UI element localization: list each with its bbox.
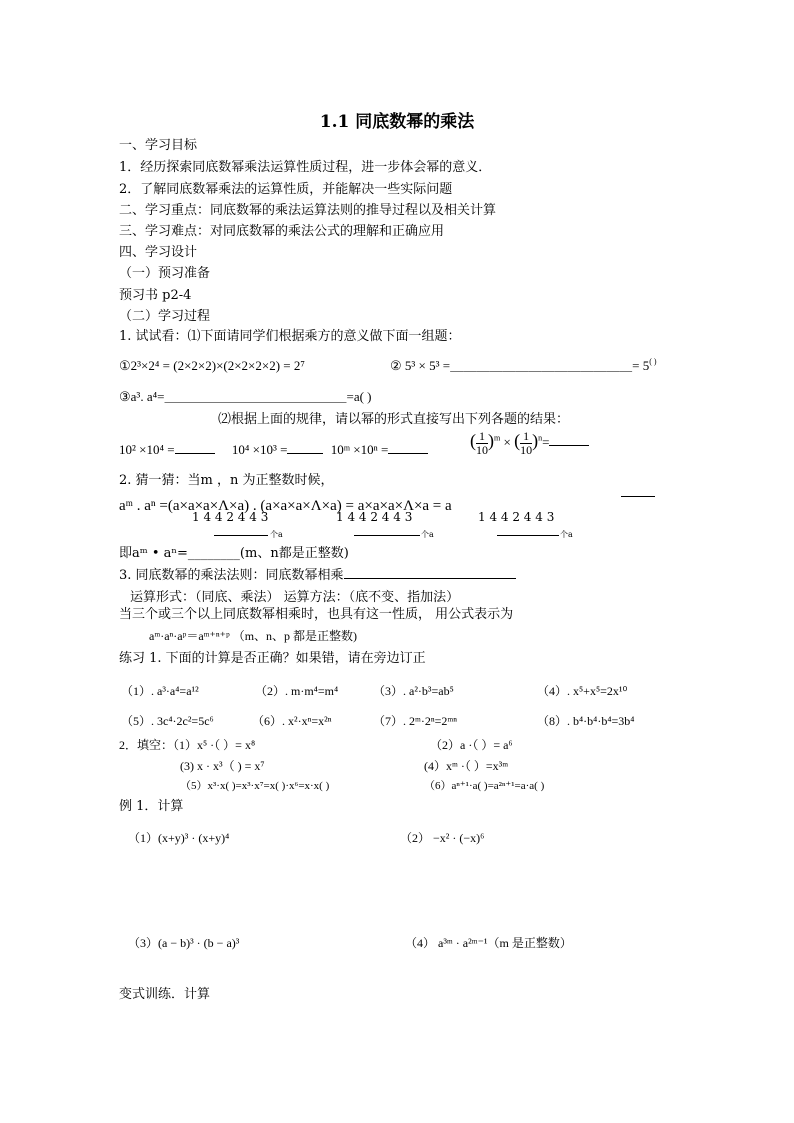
practice-item-1: （1）. a³·a⁴=a¹² <box>121 684 199 698</box>
exercise-c-blank[interactable] <box>388 453 428 454</box>
fraction-blank[interactable] <box>549 445 589 446</box>
brace-1: 1 4 4 2 4 4 3 <box>192 510 269 524</box>
exercise-a-blank[interactable] <box>175 453 215 454</box>
question-3 <box>119 568 516 584</box>
frac-num-1: 1 <box>476 430 488 444</box>
general-formula: aᵐ·aⁿ·aᵖ＝aᵐ⁺ⁿ⁺ᵖ （m、n、p 都是正整数) <box>149 629 358 643</box>
exponent-blank[interactable] <box>621 496 655 497</box>
equation-3-left: ③a³. a⁴= <box>119 389 165 404</box>
count-label-1: 个a <box>270 530 283 539</box>
brace-3: 1 4 4 2 4 4 3 <box>478 510 555 524</box>
fill-in-3: (3) x · x³（ ) = x⁷ <box>180 759 265 773</box>
example-1-item-2: （2） −x² · (−x)⁶ <box>400 831 485 845</box>
exercise-b: 10⁴ ×10³ = <box>231 442 288 457</box>
guess-result: 即aᵐ • aⁿ=________(m、n都是正整数) <box>119 546 349 561</box>
count-label-3: 个a <box>560 530 573 539</box>
fill-in-4: (4）xᵐ ·（ ）=x³ᵐ <box>424 759 509 773</box>
operation-form: 运算形式：（同底、乘法） 运算方法：（底不变、指加法） <box>130 590 460 605</box>
brace-2: 1 4 4 2 4 4 3 <box>336 510 413 524</box>
goal-1: 1．经历探索同底数幂乘法运算性质过程，进一步体会幂的意义． <box>119 160 492 175</box>
goal-2: 2．了解同底数幂乘法的运算性质，并能解决一些实际问题 <box>119 182 453 197</box>
question-1b: ⑵根据上面的规律，请以幂的形式直接写出下列各题的结果： <box>218 412 570 427</box>
count-blank-3[interactable] <box>497 535 559 536</box>
variant-training-heading: 变式训练．计算 <box>119 987 211 1002</box>
preview-pages: 预习书 p2-4 <box>119 288 192 303</box>
page-title: 1.1 同底数幂的乘法 <box>319 112 475 132</box>
count-label-2: 个a <box>421 530 434 539</box>
section-goals: 一、学习目标 <box>119 138 198 153</box>
question-1: 1. 试试看：⑴下面请同学们根据乘方的意义做下面一组题： <box>119 329 461 344</box>
rule-text: 3. 同底数幂的乘法法则：同底数幂相乘 <box>119 568 344 583</box>
example-1-item-4: （4） a³ᵐ · a²ᵐ⁻¹（m 是正整数） <box>405 936 572 950</box>
practice-item-2: （2）. m·m⁴=m⁴ <box>255 684 339 698</box>
fill-in-5: （5）x³·x( )=x³·x⁷=x( )·x⁶=x·x( ) <box>180 780 330 792</box>
fraction-exercise: ( $\frac{1}{10}$ )$^m$ × ( $\frac{1}{10}$ )$^n$= <box>470 430 589 457</box>
example-1-heading: 例 1．计算 <box>119 799 184 814</box>
practice-item-7: （7）. 2ᵐ·2ⁿ=2ᵐⁿ <box>373 714 458 728</box>
practice-1-heading: 练习 1. 下面的计算是否正确？如果错，请在旁边订正 <box>119 651 426 666</box>
section-difficulties: 三、学习难点：对同底数幂的乘法公式的理解和正确应用 <box>119 224 445 239</box>
practice-item-6: （6）. x²·xⁿ=x²ⁿ <box>252 714 332 728</box>
frac-den-2: 10 <box>520 443 533 457</box>
practice-item-8: （8）. b⁴·b⁴·b⁴=3b⁴ <box>537 714 635 728</box>
question-2: 2. 猜一猜：当m ，n 为正整数时候， <box>119 473 334 488</box>
frac-num-2: 1 <box>520 430 532 444</box>
fill-in-2: （2）a ·（ ）= a⁶ <box>430 738 513 752</box>
example-1-item-3: （3）(a − b)³ · (b − a)³ <box>128 936 240 950</box>
fill-in-1: 2．填空：（1）x⁵ ·（ ）= x⁸ <box>119 738 256 752</box>
section-design: 四、学习设计 <box>119 245 198 260</box>
equation-2: ② 5³ × 5³ =＿＿＿＿＿＿＿＿＿＿＿＿＿＿= 5( ) <box>390 357 657 373</box>
fill-in-6: （6）aⁿ⁺¹·a( )=a²ⁿ⁺¹=a·a( ) <box>424 780 545 792</box>
practice-item-3: （3）. a²·b³=ab⁵ <box>373 684 454 698</box>
practice-item-4: （4）. x⁵+x⁵=2x¹⁰ <box>537 684 628 698</box>
frac-den-1: 10 <box>476 443 488 457</box>
exercise-a: 10² ×10⁴ = <box>119 442 175 457</box>
equation-1-left: ①2³×2⁴ = (2×2×2)×(2×2×2×2) = 2⁷ <box>119 358 305 373</box>
example-1-item-1: （1）(x+y)³ · (x+y)⁴ <box>128 831 230 845</box>
exercise-b-blank[interactable] <box>287 453 323 454</box>
count-blank-1[interactable] <box>214 535 268 536</box>
equation-3-right: =a( ) <box>346 389 372 404</box>
power-exercises <box>119 442 428 458</box>
equation-1 <box>119 358 305 374</box>
process-heading: （二）学习过程 <box>119 309 211 324</box>
guess-expression: aᵐ . aⁿ =(a×a×a×Λ×a) . (a×a×a×Λ×a) = a×a×a×Λ×a = a <box>119 498 452 514</box>
count-blank-2[interactable] <box>354 535 420 536</box>
preview-heading: （一）预习准备 <box>119 266 211 281</box>
equation-2-right: = 5 <box>632 358 650 373</box>
three-or-more: 当三个或三个以上同底数幂相乘时，也具有这一性质， 用公式表示为 <box>119 607 514 622</box>
equation-2-left: ② 5³ × 5³ = <box>390 358 451 373</box>
rule-blank[interactable] <box>344 578 516 579</box>
equation-2-blank: ＿＿＿＿＿＿＿＿＿＿＿＿＿＿ <box>450 358 633 373</box>
equation-3-blank: ＿＿＿＿＿＿＿＿＿＿＿＿＿＿ <box>164 389 347 404</box>
section-key-points: 二、学习重点：同底数幂的乘法运算法则的推导过程以及相关计算 <box>119 203 497 218</box>
practice-item-5: （5）. 3c⁴·2c²=5c⁶ <box>121 714 214 728</box>
exercise-c: 10ᵐ ×10ⁿ = <box>330 442 389 457</box>
equation-3 <box>119 389 372 405</box>
